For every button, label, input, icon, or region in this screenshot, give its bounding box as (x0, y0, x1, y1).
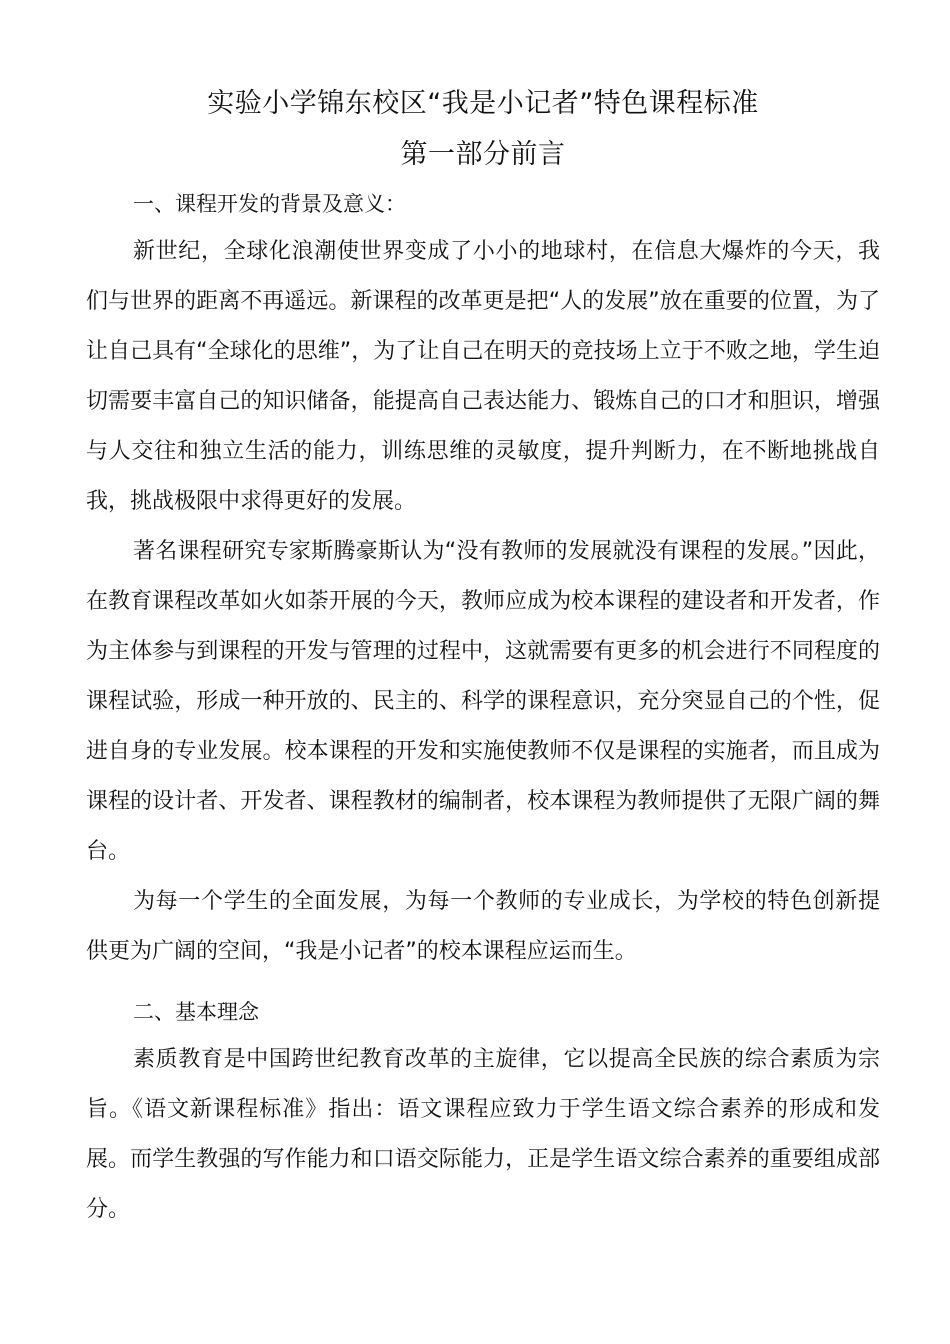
section-background (86, 191, 880, 977)
paragraph: 新世纪，全球化浪潮使世界变成了小小的地球村，在信息大爆炸的今天，我们与世界的距离不再遥远。新课程的改革更是把“人的发展”放在重要的位置，为了让自己具有“全球化的思维”，为了让自己在明天的竞技场上立于不败之地，学生迫切需要丰富自己的知识储备，能提高自己表达能力、锻炼自己的口才和胆识，增强与人交往和独立生活的能力，训练思维的灵敏度，提升判断力，在不断地挑战自我，挑战极限中求得更好的发展。 (86, 239, 880, 514)
document-subtitle: 第一部分前言 (400, 139, 566, 170)
document-title: 实验小学锦东校区“我是小记者”特色课程标准 (207, 88, 759, 119)
paragraph: 著名课程研究专家斯腾豪斯认为“没有教师的发展就没有课程的发展。”因此，在教育课程改革如火如荼开展的今天，教师应成为校本课程的建设者和开发者，作为主体参与到课程的开发与管理的过程中，这就需要有更多的机会进行不同程度的课程试验，形成一种开放的、民主的、科学的课程意识，充分突显自己的个性，促进自身的专业发展。校本课程的开发和实施使教师不仅是课程的实施者，而且成为课程的设计者、开发者、课程教材的编制者，校本课程为教师提供了无限广阔的舞台。 (86, 539, 880, 864)
section-heading: 二、基本理念 (133, 1000, 259, 1024)
paragraph: 为每一个学生的全面发展，为每一个教师的专业成长，为学校的特色创新提供更为广阔的空间，“我是小记者”的校本课程应运而生。 (86, 889, 880, 964)
paragraph: 素质教育是中国跨世纪教育改革的主旋律，它以提高全民族的综合素质为宗旨。《语文新课程标准》指出：语文课程应致力于学生语文综合素养的形成和发展。而学生教强的写作能力和口语交际能力，正是学生语文综合素养的重要组成部分。 (86, 1047, 880, 1222)
section-basic-concept (86, 999, 880, 1235)
section-heading: 一、课程开发的背景及意义： (133, 192, 406, 216)
